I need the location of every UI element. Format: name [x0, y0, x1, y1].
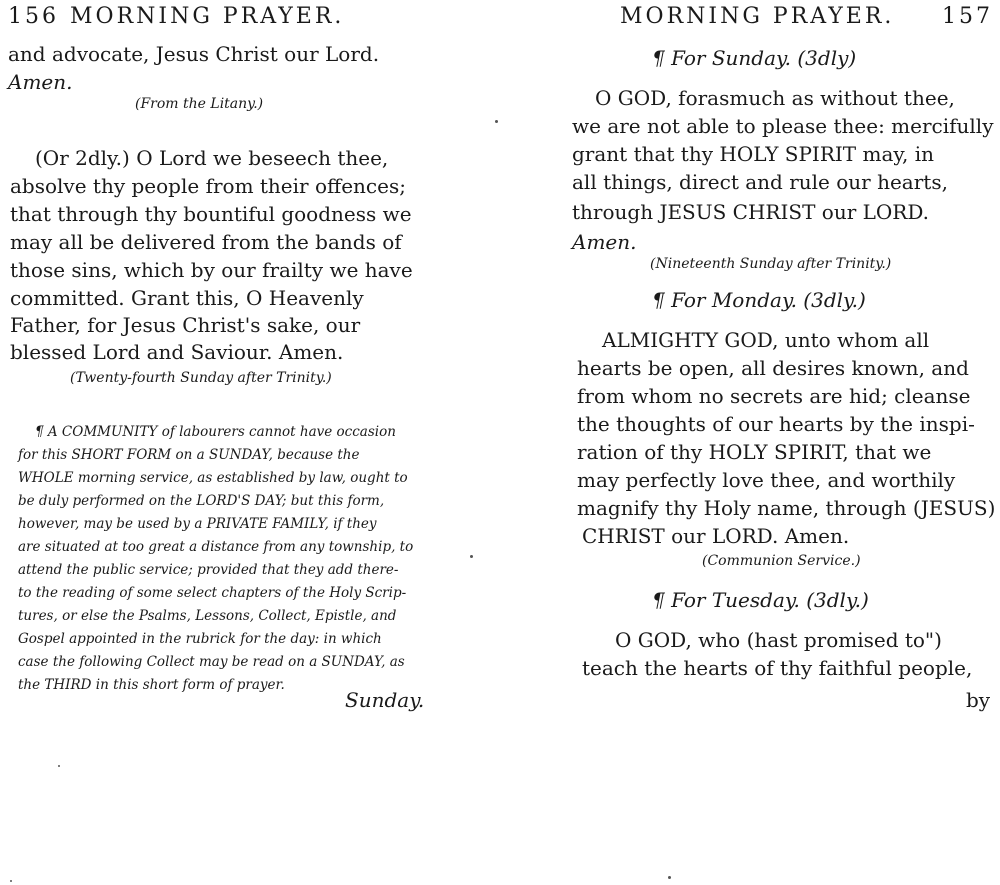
right-page — [560, 0, 1000, 885]
note-line: the THIRD in this short form of prayer. — [18, 677, 285, 693]
scan-speck — [58, 765, 60, 767]
text-line: O GOD, who (hast promised to") — [615, 628, 942, 652]
note-line: case the following Collect may be read on a SUNDAY, as — [18, 654, 405, 670]
note-line: Gospel appointed in the rubrick for the day: in which — [18, 631, 382, 647]
text-line: the thoughts of our hearts by the inspi- — [577, 412, 975, 436]
note-line: WHOLE morning service, as established by law, ought to — [18, 470, 408, 486]
catchword: by — [966, 688, 991, 712]
text-line: O GOD, forasmuch as without thee, — [595, 86, 955, 110]
text-line: (Or 2dly.) O Lord we beseech thee, — [35, 146, 389, 170]
text-line: Amen. — [8, 70, 73, 94]
note-line: to the reading of some select chapters of the Holy Scrip- — [18, 585, 407, 601]
scan-speck — [10, 880, 12, 882]
scan-speck — [668, 876, 671, 879]
note-line: ¶ A COMMUNITY of labourers cannot have occasion — [35, 424, 396, 440]
note-line: however, may be used by a PRIVATE FAMILY, if they — [18, 516, 377, 532]
section-heading: ¶ For Monday. (3dly.) — [652, 288, 866, 312]
text-line: ALMIGHTY GOD, unto whom all — [602, 328, 930, 352]
source-citation: (Communion Service.) — [702, 553, 861, 569]
text-line: absolve thy people from their offences; — [10, 174, 406, 198]
text-line: may perfectly love thee, and worthily — [577, 468, 956, 492]
text-line: committed. Grant this, O Heavenly — [10, 286, 364, 310]
section-heading: ¶ For Tuesday. (3dly.) — [652, 588, 869, 612]
note-line: be duly performed on the LORD'S DAY; but this form, — [18, 493, 385, 509]
text-line: grant that thy HOLY SPIRIT may, in — [572, 142, 935, 166]
text-line: teach the hearts of thy faithful people, — [582, 656, 973, 680]
text-line: Amen. — [572, 230, 637, 254]
text-line: and advocate, Jesus Christ our Lord. — [8, 42, 380, 66]
page-number: 156 — [8, 4, 59, 29]
note-line: attend the public service; provided that they add there- — [18, 562, 399, 578]
catchword: Sunday. — [345, 688, 425, 712]
note-line: tures, or else the Psalms, Lessons, Collect, Epistle, and — [18, 608, 397, 624]
note-line: are situated at too great a distance from any township, to — [18, 539, 414, 555]
source-citation: (Nineteenth Sunday after Trinity.) — [650, 256, 892, 272]
section-heading: ¶ For Sunday. (3dly) — [652, 46, 857, 70]
left-page — [0, 0, 440, 885]
running-header: MORNING PRAYER. — [70, 4, 345, 29]
source-citation: (Twenty-fourth Sunday after Trinity.) — [70, 370, 332, 386]
text-line: may all be delivered from the bands of — [10, 230, 402, 254]
source-citation: (From the Litany.) — [135, 96, 264, 112]
note-line: for this SHORT FORM on a SUNDAY, because the — [18, 447, 360, 463]
page-number: 157 — [942, 4, 993, 29]
scan-speck — [495, 120, 498, 123]
text-line: hearts be open, all desires known, and — [577, 356, 969, 380]
text-line: through JESUS CHRIST our LORD. — [572, 200, 930, 224]
text-line: magnify thy Holy name, through (JESUS) — [577, 496, 996, 520]
text-line: all things, direct and rule our hearts, — [572, 170, 948, 194]
text-line: those sins, which by our frailty we have — [10, 258, 413, 282]
text-line: Father, for Jesus Christ's sake, our — [10, 313, 361, 337]
text-line: we are not able to please thee: mercifully — [572, 114, 994, 138]
text-line: that through thy bountiful goodness we — [10, 202, 412, 226]
text-line: from whom no secrets are hid; cleanse — [577, 384, 971, 408]
scan-speck — [470, 555, 473, 558]
running-header: MORNING PRAYER. — [620, 4, 895, 29]
text-line: blessed Lord and Saviour. Amen. — [10, 340, 344, 364]
text-line: ration of thy HOLY SPIRIT, that we — [577, 440, 932, 464]
text-line: CHRIST our LORD. Amen. — [582, 524, 850, 548]
